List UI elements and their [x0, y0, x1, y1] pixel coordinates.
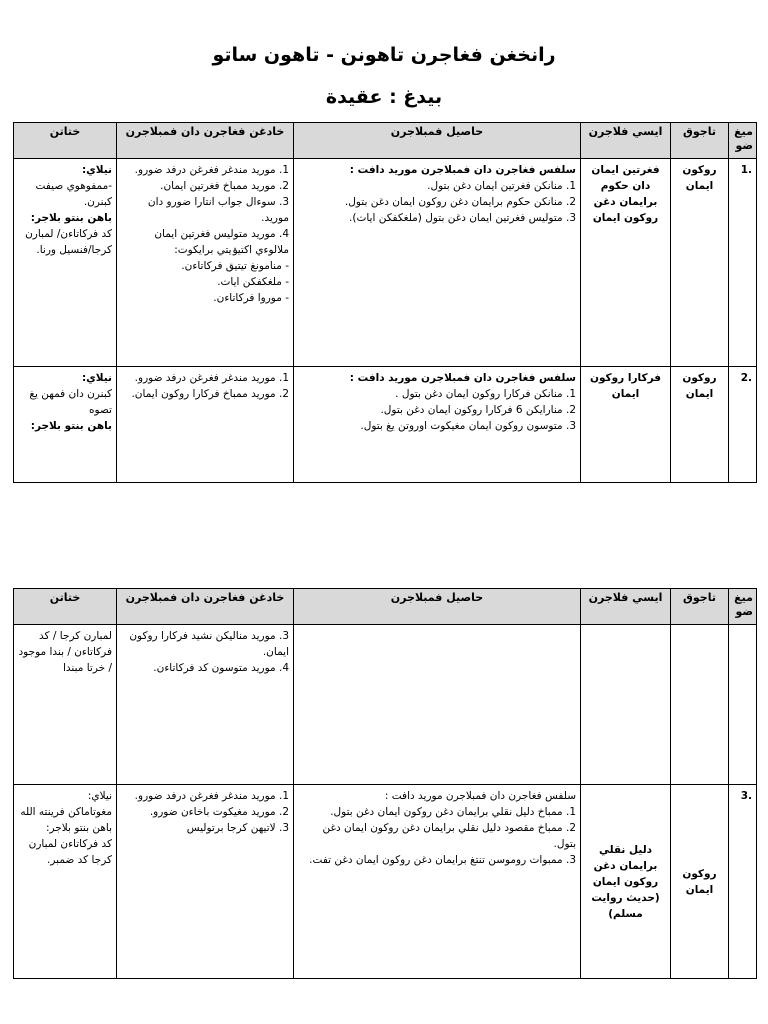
- header-isi: ايسي فلاجرن: [581, 123, 671, 159]
- remarks-line: نيلاي:: [87, 790, 112, 802]
- outcome-line: سلفس فغاجرن دان فمبلاجرن موريد دافت :: [349, 372, 576, 384]
- header-catatan: ختاتن: [14, 123, 117, 159]
- activity-line: 4. موريد متوسون كد فركاتاءن.: [153, 662, 289, 674]
- document-subtitle: بيدغ : عقيدة: [325, 86, 443, 108]
- activity-cell: [117, 785, 294, 979]
- activity-line: 3. سوءال جواب انتارا ضورو دان موريد.: [147, 196, 289, 224]
- header-catatan: ختاتن: [14, 589, 117, 625]
- outcome-cell: [294, 159, 581, 367]
- header-minggu: ميغ ضو: [729, 123, 757, 159]
- outcome-line: سلفس فغاجرن دان فمبلاجرن موريد دافت :: [349, 164, 576, 176]
- activity-line: 1. موريد مندغر فغرغن درفد ضورو.: [134, 790, 289, 802]
- outcome-cell: [294, 367, 581, 483]
- activity-line: 3. لاتيهن كرجا برتوليس: [186, 822, 289, 834]
- outcome-line: 2. منانكن حكوم برايمان دغن روكون ايمان دغن بتول.: [344, 196, 576, 208]
- outcome-cell: [294, 625, 581, 785]
- header-minggu: ميغ ضو: [729, 589, 757, 625]
- lesson-plan-table-2: [13, 588, 757, 979]
- activity-line: 2. موريد مغيكوت باخاءن ضورو.: [149, 806, 289, 818]
- outcome-line: 1. منانكن فغرتين ايمان دغن بتول.: [427, 180, 576, 192]
- header-aktiviti: خادغن فغاجرن دان فمبلاجرن: [117, 123, 294, 159]
- remarks-line: كد فركاتاءن لمبارن كرجا كد ضمبر.: [28, 838, 112, 866]
- outcome-line: 1. ممباخ دليل نقلي برايمان دغن روكون ايمان دغن بتول.: [330, 806, 576, 818]
- activity-line: 1. موريد مندغر فغرغن درفد ضورو.: [134, 372, 289, 384]
- week-number: .1: [729, 159, 757, 367]
- remarks-line: -ممفوهوي صيفت كبنرن.: [35, 180, 112, 208]
- remarks-cell: [14, 159, 117, 367]
- document-title: رانخغن فغاجرن تاهونن - تاهون ساتو: [212, 44, 556, 66]
- remarks-cell: [14, 785, 117, 979]
- activity-line: 2. موريد ممباخ فركارا روكون ايمان.: [131, 388, 289, 400]
- content-cell: فركارا روكون ايمان: [581, 367, 671, 483]
- table-row: [14, 785, 757, 979]
- remarks-line: كد فركاتاءن/ لمبارن كرجا/فنسيل ورنا.: [25, 228, 112, 256]
- outcome-line: سلفس فغاجرن دان فمبلاجرن موريد دافت :: [384, 790, 576, 802]
- header-tajuk: تاجوق: [671, 123, 729, 159]
- week-number: [729, 625, 757, 785]
- activity-line: - منامونغ تيتيق فركاتاءن.: [181, 260, 289, 272]
- activity-line: 2. موريد ممباخ فغرتين ايمان.: [160, 180, 289, 192]
- content-cell: فغرتين ايمان دان حكوم برايمان دغن روكون ايمان: [581, 159, 671, 367]
- header-hasil: حاصيل فمبلاجرن: [294, 123, 581, 159]
- content-cell: دليل نقلي برايمان دغن روكون ايمان (حديث روايت مسلم): [581, 785, 671, 979]
- remarks-cell: [14, 625, 117, 785]
- outcome-line: 1. منانكن فركارا روكون ايمان دغن بتول .: [395, 388, 576, 400]
- content-cell: [581, 625, 671, 785]
- lesson-plan-table-1: [13, 122, 757, 483]
- topic-cell: [671, 625, 729, 785]
- header-aktiviti: خادغن فغاجرن دان فمبلاجرن: [117, 589, 294, 625]
- remarks-line: نيلاي:: [81, 164, 112, 176]
- topic-cell: روكون ايمان: [671, 785, 729, 979]
- activity-cell: [117, 159, 294, 367]
- week-number: .2: [729, 367, 757, 483]
- table-header-row: [14, 123, 757, 159]
- remarks-line: مغوتاماكن فرينته الله: [20, 806, 112, 818]
- header-tajuk: تاجوق: [671, 589, 729, 625]
- outcome-line: 2. ممباخ مقصود دليل نقلي برايمان دغن روكون ايمان دغن بتول.: [322, 822, 576, 850]
- activity-cell: [117, 625, 294, 785]
- table-row: [14, 159, 757, 367]
- remarks-line: باهن بنتو بلاجر:: [30, 212, 112, 224]
- topic-cell: روكون ايمان: [671, 159, 729, 367]
- activity-line: 4. موريد متوليس فغرتين ايمان ملالوءي اكتيۏيتي برايكوت:: [154, 228, 289, 256]
- remarks-cell: [14, 367, 117, 483]
- table-row: [14, 367, 757, 483]
- table-row: [14, 625, 757, 785]
- outcome-cell: [294, 785, 581, 979]
- outcome-line: 3. متوسون روكون ايمان مغيكوت اوروتن يغ بتول.: [360, 420, 576, 432]
- remarks-line: باهن بنتو بلاجر:: [45, 822, 112, 834]
- topic-cell: روكون ايمان: [671, 367, 729, 483]
- remarks-line: نيلاي:: [81, 372, 112, 384]
- outcome-line: 2. منارايكن 6 فركارا روكون ايمان دغن بتول.: [380, 404, 576, 416]
- header-hasil: حاصيل فمبلاجرن: [294, 589, 581, 625]
- week-number: .3: [729, 785, 757, 979]
- header-isi: ايسي فلاجرن: [581, 589, 671, 625]
- activity-line: - موروا فركاتاءن.: [213, 292, 289, 304]
- outcome-line: 3. متوليس فغرتين ايمان دغن بتول (ملغكفكن ايات).: [349, 212, 576, 224]
- activity-line: - ملغكفكن ايات.: [217, 276, 289, 288]
- remarks-line: باهن بنتو بلاجر:: [30, 420, 112, 432]
- activity-line: 1. موريد مندغر فغرغن درفد ضورو.: [134, 164, 289, 176]
- activity-cell: [117, 367, 294, 483]
- remarks-line: لمبارن كرجا / كد فركاتاءن / بندا موجود / خرتا مبندا: [18, 630, 112, 674]
- table-header-row: [14, 589, 757, 625]
- remarks-line: كبنرن دان فمهن يغ تصوه: [29, 388, 112, 416]
- outcome-line: 3. ممبوات روموسن تنتغ برايمان دغن روكون ايمان دغن تفت.: [309, 854, 576, 866]
- activity-line: 3. موريد مناليكن نشيد فركارا روكون ايمان.: [129, 630, 289, 658]
